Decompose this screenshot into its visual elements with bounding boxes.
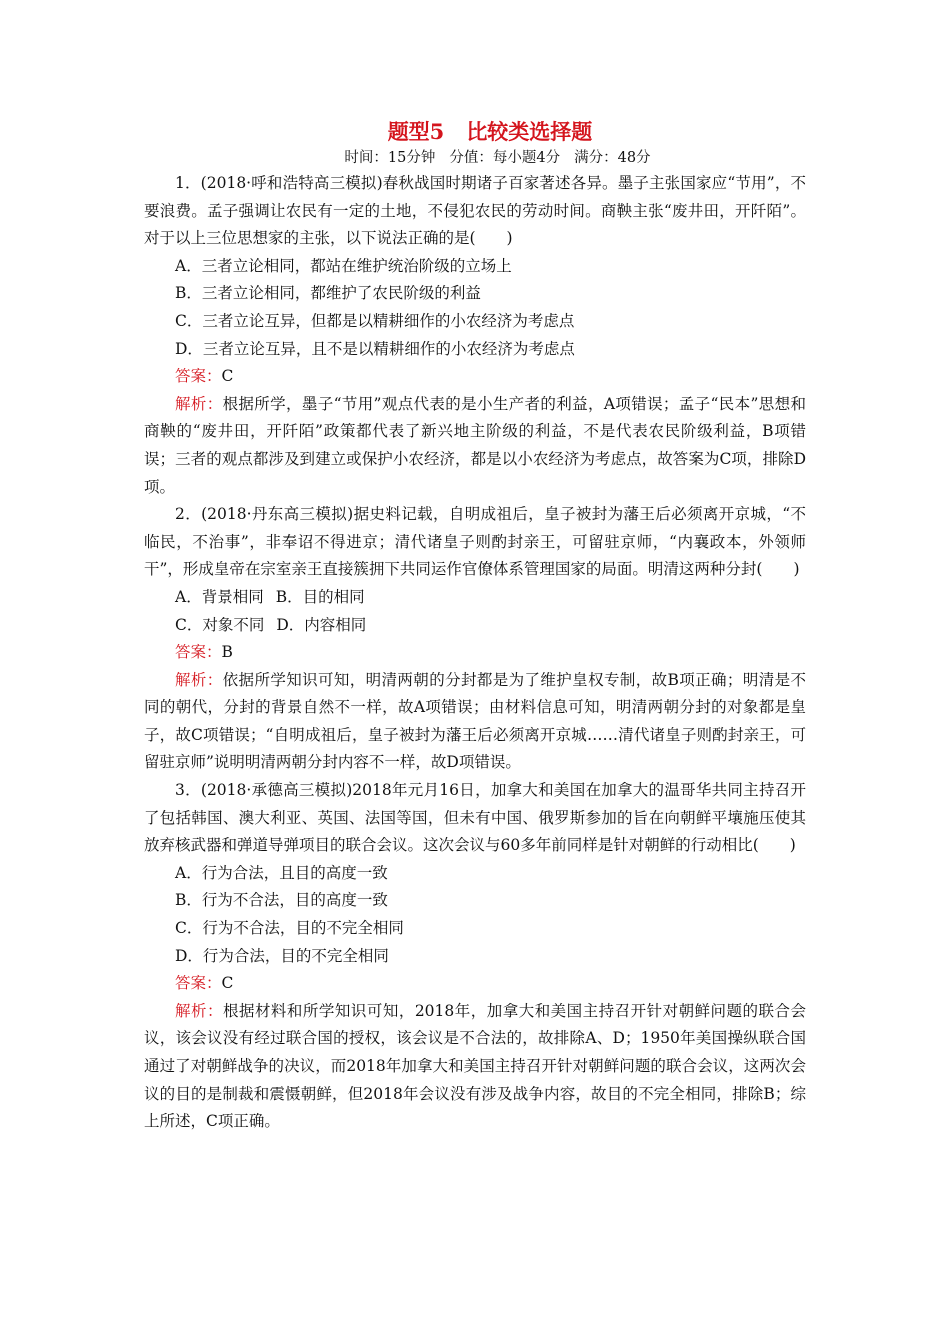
option: D．行为合法，目的不完全相同 — [175, 946, 389, 965]
explanation — [144, 391, 806, 501]
answer-label: 答案： — [175, 974, 222, 993]
explanation-text: 根据所学，墨子“节用”观点代表的是小生产者的利益，A项错误；孟子“民本”思想和商鞅的“废井田，开阡陌”政策都代表了新兴地主阶级的利益，不是代表农民阶级利益，B项错误；三者的观点都涉及到建立或保护小农经济，都是以小农经济为考虑点，故答案为C项，排除D项。 — [144, 394, 806, 496]
meta-total: 满分：48分 — [574, 150, 651, 166]
option: A．三者立论相同，都站在维护统治阶级的立场上 — [175, 256, 512, 275]
explanation-text: 根据材料和所学知识可知，2018年，加拿大和美国主持召开针对朝鲜问题的联合会议，该会议没有经过联合国的授权，该会议是不合法的，故排除A、D；1950年美国操纵联合国通过了对朝鲜战争的决议，而2018年加拿大和美国主持召开针对朝鲜问题的联合会议，这两次会议的目的是制裁和震慑朝鲜，但2018年会议没有涉及战争内容，故目的不完全相同，排除B；综上所述，C项正确。 — [144, 1001, 806, 1131]
option: C．三者立论互异，但都是以精耕细作的小农经济为考虑点 — [175, 311, 575, 330]
answer-value: B — [221, 643, 233, 662]
option: D．内容相同 — [276, 615, 367, 634]
title-text: 比较类选择题 — [466, 119, 593, 144]
option: A．背景相同 — [175, 587, 264, 606]
option: B．行为不合法，目的高度一致 — [175, 891, 388, 910]
question-2 — [144, 501, 806, 777]
option: D．三者立论互异，且不是以精耕细作的小农经济为考虑点 — [175, 339, 575, 358]
document-page — [144, 116, 806, 1136]
answer-value: C — [221, 974, 234, 993]
question-stem: 2．(2018·丹东高三模拟)据史料记载，自明成祖后，皇子被封为藩王后必须离开京城，“不临民，不治事”，非奉诏不得进京；清代诸皇子则酌封亲王，可留驻京师，“内襄政本，外领师干”，形成皇帝在宗室亲王直接簇拥下共同运作官僚体系管理国家的局面。明清这两种分封( ) — [144, 505, 806, 579]
answer-line — [144, 970, 806, 998]
meta-time: 时间：15分钟 — [344, 150, 436, 166]
option: B．目的相同 — [275, 587, 365, 606]
option: C．对象不同 — [175, 615, 265, 634]
answer-line — [144, 639, 806, 667]
question-stem: 3．(2018·承德高三模拟)2018年元月16日，加拿大和美国在加拿大的温哥华共同主持召开了包括韩国、澳大利亚、英国、法国等国，但未有中国、俄罗斯参加的旨在向朝鲜平壤施压使其放弃核武器和弹道导弹项目的联合会议。这次会议与60多年前同样是针对朝鲜的行动相比( ) — [144, 781, 806, 855]
question-1 — [144, 170, 806, 501]
question-3 — [144, 777, 806, 1136]
explanation-label: 解析： — [175, 394, 223, 413]
option: C．行为不合法，目的不完全相同 — [175, 919, 404, 938]
meta-score: 分值：每小题4分 — [449, 150, 561, 166]
option: B．三者立论相同，都维护了农民阶级的利益 — [175, 284, 481, 303]
answer-line — [144, 363, 806, 391]
title-label: 题型5 — [387, 119, 445, 144]
explanation — [144, 667, 806, 777]
explanation-label: 解析： — [175, 670, 223, 689]
answer-value: C — [221, 367, 234, 386]
option: A．行为合法，且目的高度一致 — [175, 863, 388, 882]
page-title — [174, 116, 806, 148]
question-stem: 1．(2018·呼和浩特高三模拟)春秋战国时期诸子百家著述各异。墨子主张国家应“节用”，不要浪费。孟子强调让农民有一定的土地，不侵犯农民的劳动时间。商鞅主张“废井田，开阡陌”。对于以上三位思想家的主张，以下说法正确的是( ) — [144, 174, 806, 248]
answer-label: 答案： — [175, 643, 222, 662]
explanation — [144, 998, 806, 1136]
explanation-label: 解析： — [175, 1001, 223, 1020]
exam-meta — [189, 148, 806, 170]
option-row — [144, 612, 806, 640]
explanation-text: 依据所学知识可知，明清两朝的分封都是为了维护皇权专制，故B项正确；明清是不同的朝代，分封的背景自然不一样，故A项错误；由材料信息可知，明清两朝分封的对象都是皇子，故C项错误；“自明成祖后，皇子被封为藩王后必须离开京城……清代诸皇子则酌封亲王，可留驻京师”说明明清两朝分封内容不一样，故D项错误。 — [144, 670, 806, 772]
option-row — [144, 584, 806, 612]
answer-label: 答案： — [175, 367, 222, 386]
